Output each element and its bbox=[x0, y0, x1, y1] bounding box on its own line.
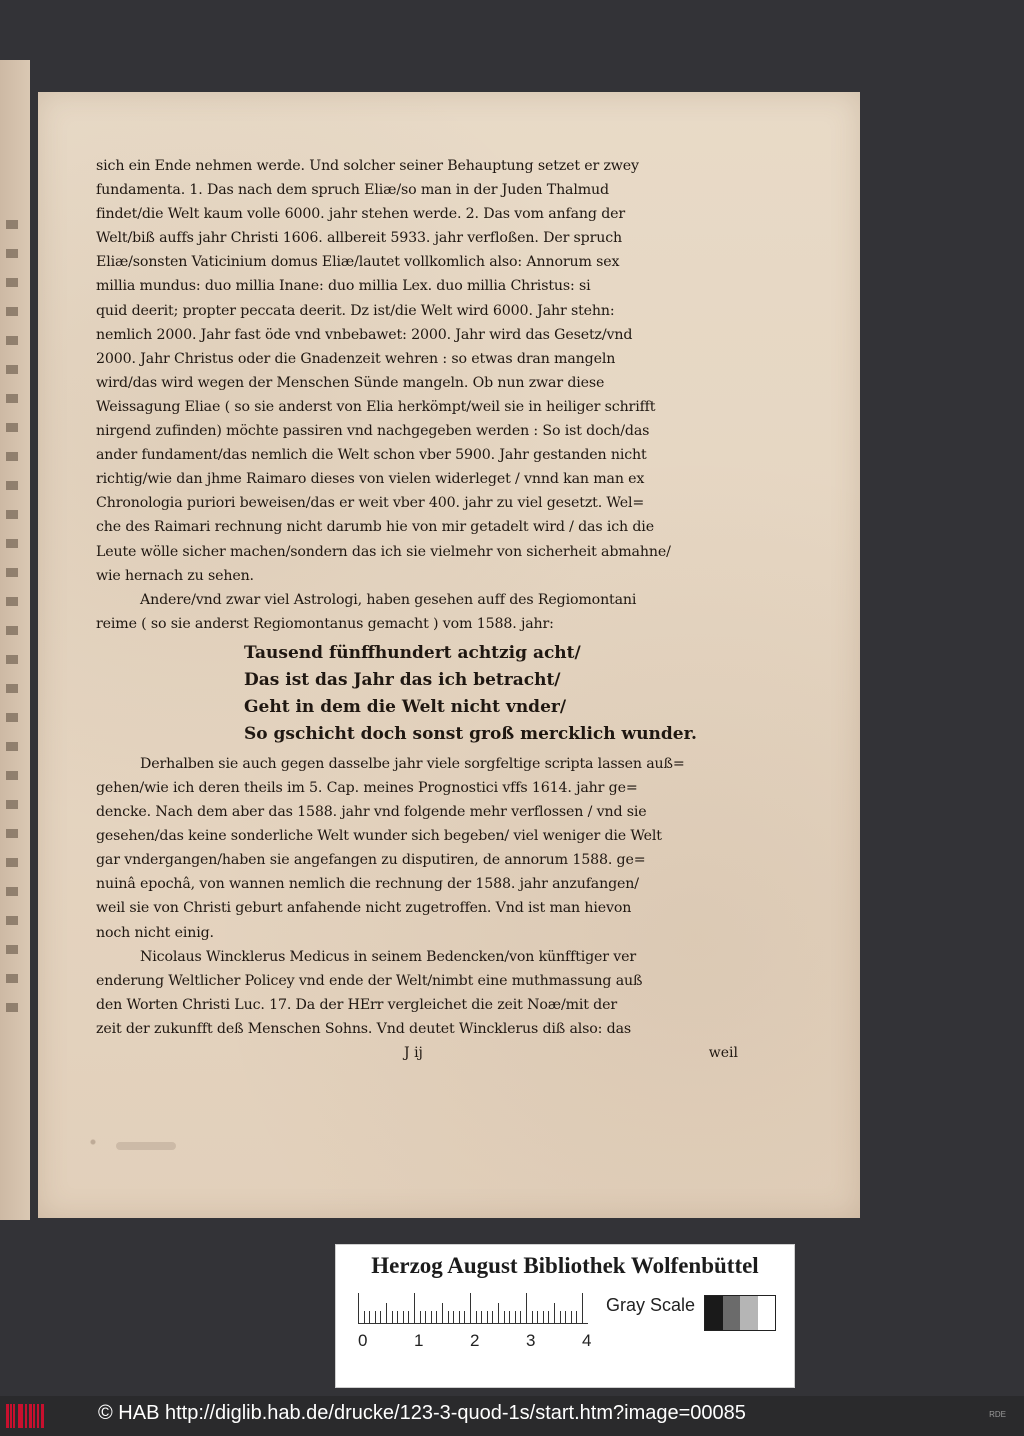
ruler-tick bbox=[408, 1311, 409, 1323]
gray-scale-swatches bbox=[704, 1295, 776, 1331]
ruler-tick bbox=[537, 1311, 538, 1323]
ruler-tick bbox=[358, 1293, 359, 1323]
text-line: 2000. Jahr Christus oder die Gnadenzeit wehren : so etwas dran mangeln bbox=[96, 350, 616, 367]
text-line: enderung Weltlicher Policey vnd ende der Welt/nimbt eine muthmassung auß bbox=[96, 972, 643, 989]
ruler-tick bbox=[403, 1311, 404, 1323]
scale-number: 0 bbox=[358, 1331, 368, 1350]
text-line: nirgend zufinden) möchte passiren vnd nachgegeben werden : So ist doch/das bbox=[96, 423, 650, 440]
previous-page-marks bbox=[6, 220, 26, 1032]
book-page bbox=[38, 92, 860, 1218]
ruler-tick bbox=[414, 1293, 415, 1323]
text-line: ander fundament/das nemlich die Welt schon vber 5900. Jahr gestanden nicht bbox=[96, 447, 647, 464]
ruler-tick bbox=[543, 1311, 544, 1323]
paragraph-2 bbox=[96, 588, 746, 636]
logo-bar bbox=[41, 1404, 44, 1428]
gray-swatch bbox=[740, 1296, 758, 1330]
scale-number: 1 bbox=[414, 1331, 424, 1350]
text-line: richtig/wie dan jhme Raimaro dieses von vielen widerleget / vnnd kan man ex bbox=[96, 471, 645, 488]
viewer-footer-bar bbox=[0, 1396, 1024, 1436]
signature-mark: J ij bbox=[404, 1045, 423, 1061]
text-line: reime ( so sie anderst Regiomontanus gemacht ) vom 1588. jahr: bbox=[96, 615, 554, 632]
ruler-tick bbox=[554, 1303, 555, 1323]
hab-logo-icon[interactable] bbox=[6, 1404, 46, 1428]
text-line: gar vndergangen/haben sie angefangen zu disputiren, de annorum 1588. ge= bbox=[96, 852, 646, 869]
text-line: den Worten Christi Luc. 17. Da der HErr vergleichet die zeit Noæ/mit der bbox=[96, 996, 617, 1013]
text-line: weil sie von Christi geburt anfahende nicht zugetroffen. Vnd ist man hievon bbox=[96, 900, 632, 917]
logo-bar bbox=[21, 1404, 23, 1428]
ruler-tick bbox=[436, 1311, 437, 1323]
text-line: Das ist das Jahr das ich betracht/ bbox=[244, 669, 561, 690]
ruler-tick bbox=[364, 1311, 365, 1323]
paragraph-3 bbox=[96, 752, 746, 945]
gray-scale-label: Gray Scale bbox=[606, 1295, 696, 1315]
page-text bbox=[96, 154, 746, 1065]
text-line: nemlich 2000. Jahr fast öde vnd vnbebawet: 2000. Jahr wird das Gesetz/vnd bbox=[96, 326, 633, 343]
ruler-tick bbox=[442, 1303, 443, 1323]
color-calibration-card bbox=[335, 1244, 795, 1388]
text-line: Weissagung Eliae ( so sie anderst von Elia herkömpt/weil sie in heiliger schrifft bbox=[96, 398, 656, 415]
text-line: Chronologia puriori beweisen/das er weit vber 400. jahr zu viel gesetzt. Wel= bbox=[96, 495, 645, 512]
text-line: gehen/wie ich deren theils im 5. Cap. meines Prognostici vffs 1614. jahr ge= bbox=[96, 779, 638, 796]
ruler-tick bbox=[470, 1293, 471, 1323]
text-line: che des Raimari rechnung nicht darumb hie von mir getadelt wird / das ich die bbox=[96, 519, 654, 536]
catchword: weil bbox=[708, 1045, 738, 1061]
scale-ruler bbox=[358, 1293, 588, 1324]
ruler-tick bbox=[504, 1311, 505, 1323]
text-line: gesehen/das keine sonderliche Welt wunder sich begeben/ viel weniger die Welt bbox=[96, 828, 662, 845]
text-line: Geht in dem die Welt nicht vnder/ bbox=[244, 696, 567, 717]
ruler-tick bbox=[560, 1311, 561, 1323]
ruler-tick bbox=[386, 1303, 387, 1323]
ruler-tick bbox=[397, 1311, 398, 1323]
text-line: Welt/biß auffs jahr Christi 1606. allbereit 5933. jahr verfloßen. Der spruch bbox=[96, 230, 623, 247]
ruler-tick bbox=[431, 1311, 432, 1323]
logo-bar bbox=[25, 1404, 27, 1428]
text-line: sich ein Ende nehmen werde. Und solcher seiner Behauptung setzet er zwey bbox=[96, 158, 639, 174]
gray-swatch bbox=[758, 1296, 776, 1330]
ruler-tick bbox=[515, 1311, 516, 1323]
logo-bar bbox=[33, 1404, 35, 1428]
ruler-tick bbox=[481, 1311, 482, 1323]
text-line: fundamenta. 1. Das nach dem spruch Eliæ/so man in der Juden Thalmud bbox=[96, 182, 609, 199]
text-line: Derhalben sie auch gegen dasselbe jahr viele sorgfeltige scripta lassen auß= bbox=[140, 755, 685, 772]
ruler-tick bbox=[375, 1311, 376, 1323]
scale-number: 3 bbox=[526, 1331, 536, 1350]
ruler-tick bbox=[448, 1311, 449, 1323]
ruler-tick bbox=[380, 1311, 381, 1323]
verse-block bbox=[96, 640, 746, 748]
scale-number: 2 bbox=[470, 1331, 480, 1350]
ruler-tick bbox=[576, 1311, 577, 1323]
text-line: dencke. Nach dem aber das 1588. jahr vnd folgende mehr verflossen / vnd sie bbox=[96, 804, 647, 821]
text-line: Andere/vnd zwar viel Astrologi, haben gesehen auff des Regiomontani bbox=[140, 591, 637, 608]
ruler-tick bbox=[476, 1311, 477, 1323]
ruler-tick bbox=[509, 1311, 510, 1323]
logo-bar bbox=[6, 1404, 9, 1428]
ruler-tick bbox=[464, 1311, 465, 1323]
ruler-tick bbox=[425, 1311, 426, 1323]
text-line: millia mundus: duo millia Inane: duo millia Lex. duo millia Christus: si bbox=[96, 278, 591, 295]
text-line: Leute wölle sicher machen/sondern das ich sie vielmehr von sicherheit abmahne/ bbox=[96, 543, 671, 560]
ruler-tick bbox=[582, 1293, 583, 1323]
ruler-tick bbox=[520, 1311, 521, 1323]
previous-page-edge bbox=[0, 60, 30, 1220]
text-line: noch nicht einig. bbox=[96, 924, 214, 941]
logo-bar bbox=[10, 1404, 12, 1428]
text-line: wird/das wird wegen der Menschen Sünde mangeln. Ob nun zwar diese bbox=[96, 374, 605, 391]
ruler-tick bbox=[459, 1311, 460, 1323]
text-line: Nicolaus Wincklerus Medicus in seinem Bedencken/von künfftiger ver bbox=[140, 948, 637, 965]
page-footer-line bbox=[96, 1041, 746, 1065]
ruler-tick bbox=[548, 1311, 549, 1323]
text-line: quid deerit; propter peccata deerit. Dz ist/die Welt wird 6000. Jahr stehn: bbox=[96, 302, 615, 319]
ruler-tick bbox=[369, 1311, 370, 1323]
text-line: nuinâ epochâ, von wannen nemlich die rechnung der 1588. jahr anzufangen/ bbox=[96, 876, 639, 893]
ruler-tick bbox=[453, 1311, 454, 1323]
ruler-tick bbox=[565, 1311, 566, 1323]
logo-bar bbox=[29, 1404, 32, 1428]
ruler-tick bbox=[571, 1311, 572, 1323]
logo-bar bbox=[13, 1404, 15, 1428]
gray-swatch bbox=[723, 1296, 741, 1330]
paragraph-4 bbox=[96, 945, 746, 1041]
text-line: findet/die Welt kaum volle 6000. jahr stehen werde. 2. Das vom anfang der bbox=[96, 206, 625, 223]
text-line: Eliæ/sonsten Vaticinium domus Eliæ/lautet vollkomlich also: Annorum sex bbox=[96, 254, 620, 271]
ruler-tick bbox=[487, 1311, 488, 1323]
scale-numbers bbox=[336, 1331, 636, 1355]
ruler-tick bbox=[498, 1303, 499, 1323]
ruler-tick bbox=[392, 1311, 393, 1323]
gray-swatch bbox=[705, 1296, 723, 1330]
source-url[interactable]: © HAB http://diglib.hab.de/drucke/123-3-quod-1s/start.htm?image=00085 bbox=[98, 1402, 746, 1424]
text-line: So gschicht doch sonst groß mercklich wunder. bbox=[244, 723, 697, 744]
paragraph-1 bbox=[96, 154, 746, 588]
ruler-tick bbox=[492, 1311, 493, 1323]
margin-smudge bbox=[116, 1142, 176, 1150]
footer-mini-label: RDE bbox=[989, 1410, 1006, 1419]
margin-stain bbox=[68, 1112, 118, 1172]
logo-bar bbox=[37, 1404, 39, 1428]
text-line: Tausend fünffhundert achtzig acht/ bbox=[244, 642, 581, 663]
ruler-tick bbox=[532, 1311, 533, 1323]
library-title: Herzog August Bibliothek Wolfenbüttel bbox=[371, 1253, 759, 1278]
ruler-tick bbox=[526, 1293, 527, 1323]
text-line: zeit der zukunfft deß Menschen Sohns. Vnd deutet Wincklerus diß also: das bbox=[96, 1020, 632, 1037]
ruler-tick bbox=[420, 1311, 421, 1323]
text-line: wie hernach zu sehen. bbox=[96, 567, 254, 584]
scale-number: 4 bbox=[582, 1331, 592, 1350]
